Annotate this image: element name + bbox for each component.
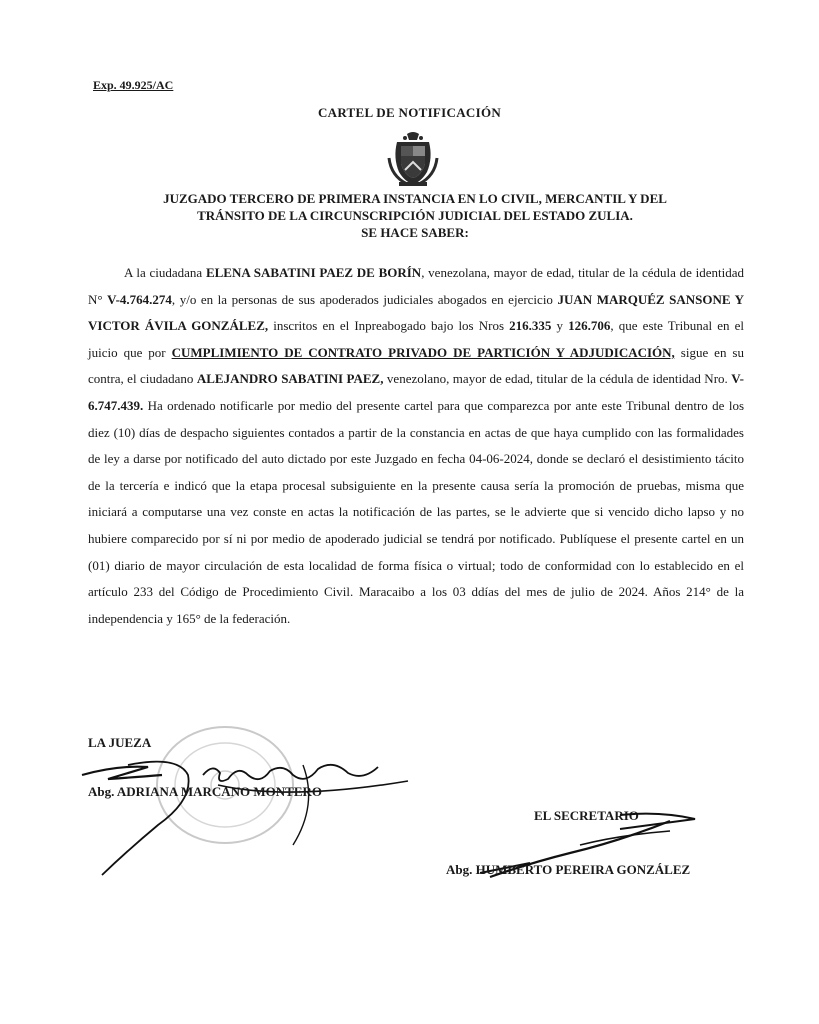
- court-heading: [100, 190, 730, 241]
- lawyers-names: JUAN MARQUÉZ SANSONE Y VICTOR ÁVILA GONZÁLEZ,: [88, 291, 744, 334]
- inpre-number-1: 216.335: [509, 318, 552, 334]
- body-text-3: , y/o en la personas de sus apoderados judiciales abogados en ejercicio: [171, 291, 558, 307]
- body-text-6: , que este Tribunal en el juicio que por: [88, 318, 744, 360]
- body-text-2: , venezolana, mayor de edad, titular de la cédula de identidad N°: [88, 265, 744, 307]
- document-title: CARTEL DE NOTIFICACIÓN: [317, 105, 502, 120]
- venezuela-coat-of-arms-icon: [383, 128, 443, 188]
- defendant-id: V-4.764.274: [107, 291, 172, 307]
- body-text-1: A la ciudadana: [124, 265, 206, 280]
- plaintiff-name: ALEJANDRO SABATINI PAEZ,: [196, 371, 384, 387]
- notification-body: [88, 260, 744, 632]
- body-text-9: Ha ordenado notificarle por medio del presente cartel para que comparezca por ante este Tribunal dentro de los diez (10) días de despacho siguientes contados a partir de la constancia en actas de que haya cumplido con las formalidades de ley a darse por notificado del auto dictado por este Juzgado en fecha 04-06-2024, donde se declaró el desistimiento tácito de la tercería e indicó que la etapa procesal subsiguiente en la presente causa sería la promoción de pruebas, misma que iniciará a computarse una vez conste en actas la notificación de las partes, se le advierte que si vencido dicho lapso y no hubiere comparecido por sí ni por medio de apoderado judicial se tendrá por notificado. Publíquese el presente cartel en un (01) diario de mayor circulación de esta localidad de forma física o virtual; todo de conformidad con lo establecido en el artículo 233 del Código de Procedimiento Civil. Maracaibo a los 03 ddías del mes de julio de 2024. Años 214° de la independencia y 165° de la federación.: [88, 397, 744, 626]
- court-line-2: TRÁNSITO DE LA CIRCUNSCRIPCIÓN JUDICIAL DEL ESTADO ZULIA.: [197, 208, 633, 223]
- judge-label: LA JUEZA: [88, 735, 152, 750]
- body-text-8: venezolano, mayor de edad, titular de la cédula de identidad Nro.: [383, 371, 732, 387]
- expediente-number: Exp. 49.925/AC: [93, 78, 174, 92]
- body-text-4: inscritos en el Inpreabogado bajo los Nros: [268, 318, 510, 334]
- court-line-3: SE HACE SABER:: [361, 225, 469, 240]
- judge-name: Abg. ADRIANA MARCANO MONTERO: [88, 784, 323, 799]
- court-line-1: JUZGADO TERCERO DE PRIMERA INSTANCIA EN LO CIVIL, MERCANTIL Y DEL: [163, 191, 667, 206]
- secretary-label: EL SECRETARIO: [534, 808, 639, 823]
- body-text-7: sigue en su contra, el ciudadano: [88, 344, 744, 387]
- inpre-number-2: 126.706: [568, 318, 611, 334]
- body-text-5: y: [551, 318, 569, 334]
- judge-signature-icon: [78, 745, 438, 885]
- plaintiff-id: V- 6.747.439.: [88, 371, 744, 413]
- secretary-name: Abg. HUMBERTO PEREIRA GONZÁLEZ: [446, 862, 691, 877]
- case-subject: CUMPLIMIENTO DE CONTRATO PRIVADO DE PARTICIÓN Y ADJUDICACIÓN,: [171, 344, 675, 360]
- defendant-name: ELENA SABATINI PAEZ DE BORÍN: [205, 265, 422, 280]
